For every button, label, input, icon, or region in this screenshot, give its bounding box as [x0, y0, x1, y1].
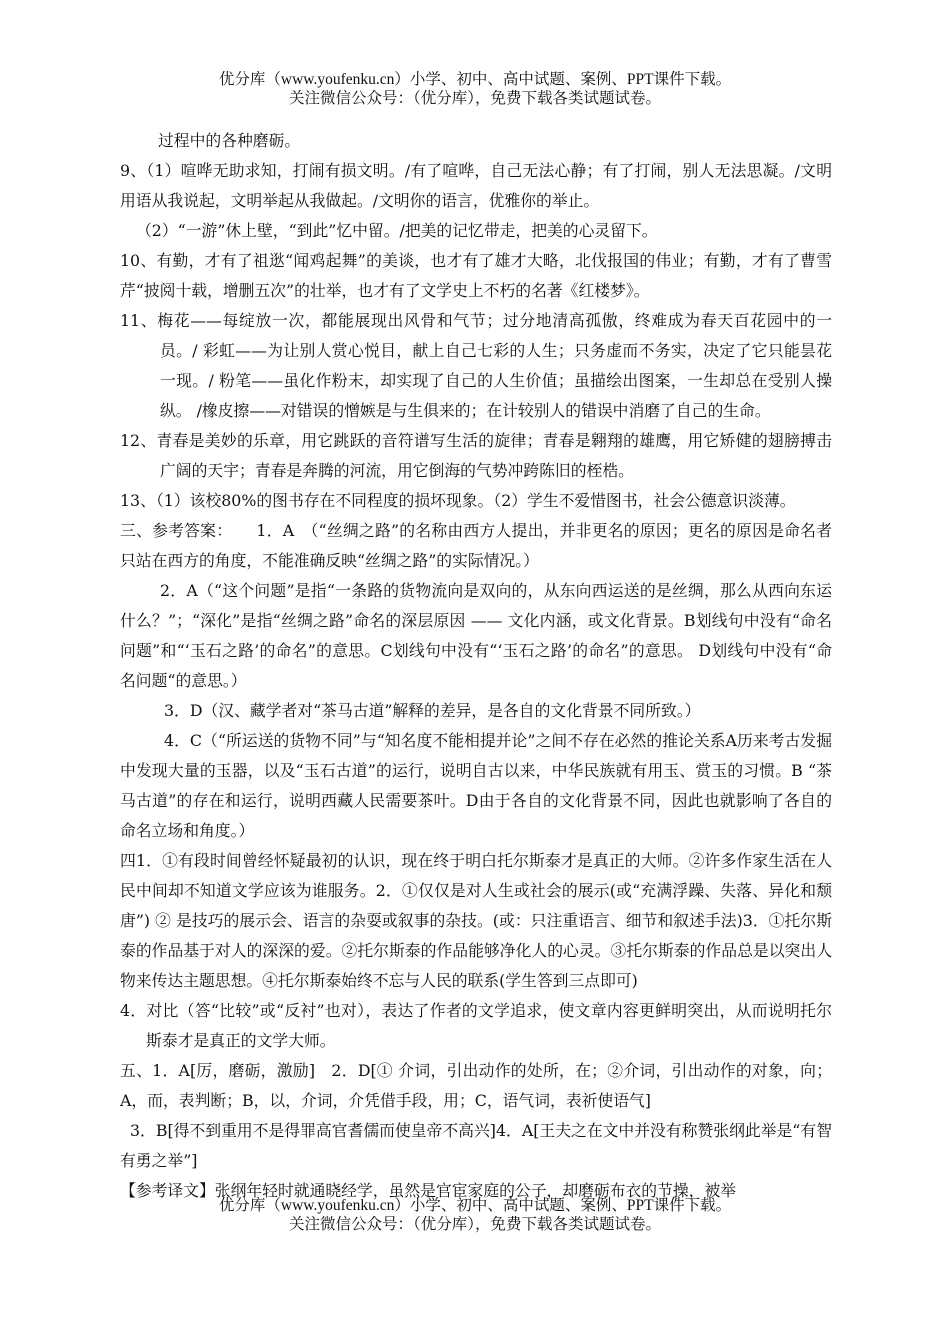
answer-11: 11、梅花——每绽放一次，都能展现出风骨和气节；过分地清高孤傲，终难成为春天百花园中的一员。/ 彩虹——为让别人赏心悦目，献上自己七彩的人生；只务虚而不务实，决定了它只能昙花一现。/ 粉笔——虽化作粉末，却实现了自己的人生价值；虽描绘出图案，一生却总在受别人操纵。 /橡皮擦——对错误的憎嫉是与生俱来的；在计较别人的错误中消磨了自己的生命。	[120, 311, 832, 420]
section-5-answers-1-2: 五、1．A[厉，磨砺，激励] 2．D[① 介词，引出动作的处所，在；②介词，引出动作的对象，向；A，而，表判断；B，以，介词，介凭借手段，用；C，语气词，表祈使语气]	[120, 1061, 832, 1110]
document-body	[120, 126, 832, 1206]
page-footer	[0, 1196, 950, 1234]
answer-10: 10、有勤，才有了祖逖“闻鸡起舞”的美谈，也才有了雄才大略，北伐报国的伟业；有勤，才有了曹雪芹“披阅十载，增删五次”的壮举，也才有了文学史上不朽的名著《红楼梦》。	[120, 251, 832, 300]
section-3-answer-4: 4．C（“所运送的货物不同”与“知名度不能相提并论”之间不存在必然的推论关系A历来考古发掘中发现大量的玉器，以及“玉石古道”的运行，说明自古以来，中华民族就有用玉、赏玉的习惯。B “茶马古道”的存在和运行，说明西藏人民需要茶叶。D由于各自的文化背景不同，因此也就影响了各自的命名立场和角度。）	[120, 731, 832, 840]
answer-12: 12、青春是美妙的乐章，用它跳跃的音符谱写生活的旋律；青春是翱翔的雄鹰，用它矫健的翅膀搏击广阔的天宇；青春是奔腾的河流，用它倒海的气势冲跨陈旧的桎梏。	[120, 431, 832, 480]
section-3-answer-2: 2．A（“这个问题”是指“一条路的货物流向是双向的，从东向西运送的是丝绸，那么从西向东运什么？”；“深化”是指“丝绸之路”命名的深层原因 —— 文化内涵，或文化背景。B划线句中没有“命名问题”和“‘玉石之路’的命名”的意思。C划线句中没有“‘玉石之路’的命名”的意思。 D划线句中没有“命名问题“的意思。）	[120, 581, 832, 690]
reference-translation: 【参考译文】张纲年轻时就通晓经学，虽然是官宦家庭的公子，却磨砺布衣的节操，被举	[120, 1181, 737, 1200]
header-line-1: 优分库（www.youfenku.cn）小学、初中、高中试题、案例、PPT课件下载。	[218, 71, 732, 88]
section-4-answer-4: 4．对比（答“比较”或“反衬”也对），表达了作者的文学追求，使文章内容更鲜明突出，从而说明托尔斯泰才是真正的文学大师。	[120, 1001, 832, 1050]
answer-13: 13、（1）该校80%的图书存在不同程度的损坏现象。（2）学生不爱惜图书，社会公德意识淡薄。	[120, 491, 796, 510]
page-header	[0, 70, 950, 108]
footer-line-1: 优分库（www.youfenku.cn）小学、初中、高中试题、案例、PPT课件下载。	[218, 1197, 732, 1214]
section-3-answer-1: 三、参考答案： 1．A （“丝绸之路”的名称由西方人提出，并非更名的原因；更名的原因是命名者只站在西方的角度，不能准确反映“丝绸之路”的实际情况。）	[120, 521, 832, 570]
section-5-answers-3-4: 3．B[得不到重用不是得罪高官耆儒而使皇帝不高兴]4．A[王夫之在文中并没有称赞张纲此举是“有智有勇之举”]	[120, 1121, 832, 1170]
answer-9-2: （2）“一游”休上壁，“到此”忆中留。/把美的记忆带走，把美的心灵留下。	[136, 221, 658, 240]
section-4-answers: 四1．①有段时间曾经怀疑最初的认识，现在终于明白托尔斯泰才是真正的大师。②许多作家生活在人民中间却不知道文学应该为谁服务。2．①仅仅是对人生或社会的展示(或“充满浮躁、失落、异化和颓唐”) ② 是技巧的展示会、语言的杂耍或叙事的杂技。(或：只注重语言、细节和叙述手法)3．①托尔斯泰的作品基于对人的深深的爱。②托尔斯泰的作品能够净化人的心灵。③托尔斯泰的作品总是以突出人物来传达主题思想。④托尔斯泰始终不忘与人民的联系(学生答到三点即可)	[120, 851, 832, 990]
paragraph: 过程中的各种磨砺。	[158, 131, 301, 150]
footer-line-2: 关注微信公众号：（优分库），免费下载各类试题试卷。	[288, 1216, 661, 1233]
answer-9-1: 9、（1）喧哗无助求知，打闹有损文明。/有了喧哗，自己无法心静；有了打闹，别人无法思凝。/文明用语从我说起，文明举起从我做起。/文明你的语言，优雅你的举止。	[120, 161, 832, 210]
header-line-2: 关注微信公众号：（优分库），免费下载各类试题试卷。	[288, 90, 661, 107]
section-3-answer-3: 3．D（汉、藏学者对“茶马古道”解释的差异，是各自的文化背景不同所致。）	[164, 701, 701, 720]
